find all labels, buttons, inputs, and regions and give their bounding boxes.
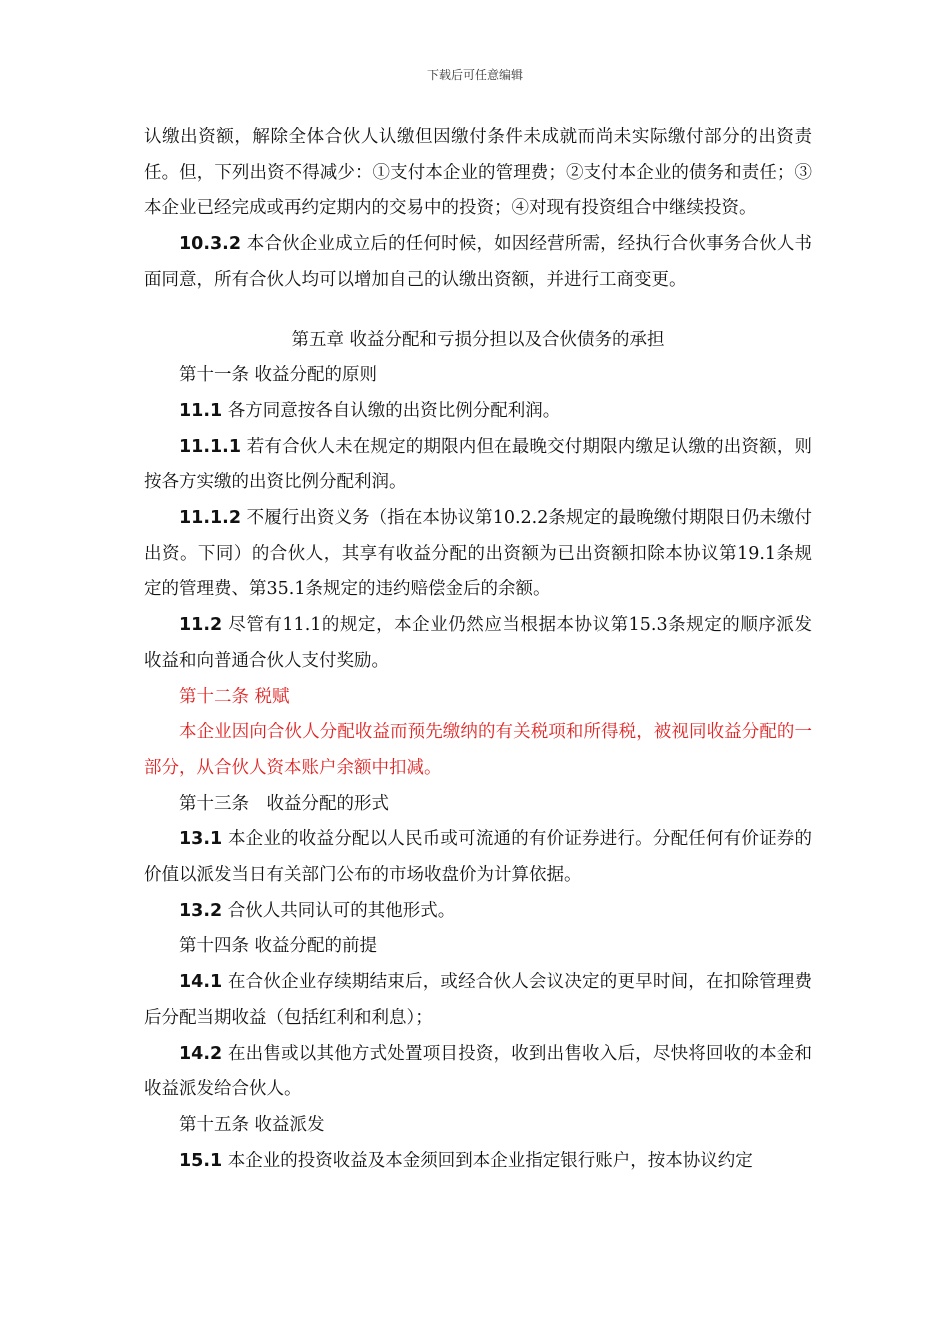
clause-10-3-2 <box>144 227 812 298</box>
clause-text: 在出售或以其他方式处置项目投资，收到出售收入后，尽快将回收的本金和收益派发给合伙人。 <box>144 1043 812 1100</box>
article-heading: 收益分配的形式 <box>266 793 389 814</box>
clause-text: 本企业的收益分配以人民币或可流通的有价证券进行。分配任何有价证券的价值以派发当日有关部门公布的市场收盘价为计算依据。 <box>144 829 812 886</box>
article-11-title: 第十一条 收益分配的原则 <box>179 365 378 386</box>
clause-number: 11.1 <box>179 400 223 421</box>
article-12-title: 第十二条 税赋 <box>179 686 290 707</box>
clause-text: 本合伙企业成立后的任何时候，如因经营所需，经执行合伙事务合伙人书面同意，所有合伙人均可以增加自己的认缴出资额，并进行工商变更。 <box>144 234 812 290</box>
clause-13-2 <box>144 894 812 930</box>
clause-text: 尽管有11.1的规定，本企业仍然应当根据本协议第15.3条规定的顺序派发收益和向普通合伙人支付奖励。 <box>144 615 812 671</box>
article-12-text: 本企业因向合伙人分配收益而预先缴纳的有关税项和所得税，被视同收益分配的一部分，从合伙人资本账户余额中扣减。 <box>144 722 812 778</box>
clause-14-2 <box>144 1037 812 1108</box>
clause-11-1-1 <box>144 430 812 501</box>
clause-11-1-2 <box>144 501 812 608</box>
chapter-title: 第五章 收益分配和亏损分担以及合伙债务的承担 <box>291 329 665 350</box>
page-header: 下载后可任意编辑 <box>426 68 523 82</box>
clause-number: 11.1.2 <box>179 508 242 529</box>
article-13-title <box>144 787 812 823</box>
clause-number: 11.2 <box>179 615 223 636</box>
clause-11-2 <box>144 608 812 679</box>
clause-11-1 <box>144 394 812 430</box>
clause-13-1 <box>144 822 812 893</box>
document-body <box>144 120 812 1179</box>
article-14-title: 第十四条 收益分配的前提 <box>179 936 378 957</box>
clause-number: 13.1 <box>179 829 223 850</box>
article-15-title: 第十五条 收益派发 <box>179 1114 325 1135</box>
clause-15-1 <box>144 1144 812 1180</box>
clause-text: 合伙人共同认可的其他形式。 <box>227 900 456 921</box>
clause-number: 14.2 <box>179 1043 223 1064</box>
paragraph-continuation: 认缴出资额，解除全体合伙人认缴但因缴付条件未成就而尚未实际缴付部分的出资责任。但，下列出资不得减少：①支付本企业的管理费；②支付本企业的债务和责任；③本企业已经完成或再约定期内的交易中的投资；④对现有投资组合中继续投资。 <box>144 127 812 219</box>
clause-number: 10.3.2 <box>179 234 242 255</box>
article-number: 第十三条 <box>179 793 249 814</box>
clause-text: 若有合伙人未在规定的期限内但在最晚交付期限内缴足认缴的出资额，则按各方实缴的出资比例分配利润。 <box>144 436 812 493</box>
clause-14-1 <box>144 965 812 1036</box>
clause-number: 15.1 <box>179 1150 223 1171</box>
clause-number: 13.2 <box>179 900 223 921</box>
clause-text: 本企业的投资收益及本金须回到本企业指定银行账户，按本协议约定 <box>227 1150 753 1171</box>
clause-text: 不履行出资义务（指在本协议第10.2.2条规定的最晚缴付期限日仍未缴付出资。下同）的合伙人，其享有收益分配的出资额为已出资额扣除本协议第19.1条规定的管理费、第35.1条规定的违约赔偿金后的余额。 <box>144 508 812 600</box>
clause-text: 各方同意按各自认缴的出资比例分配利润。 <box>227 400 561 421</box>
clause-text: 在合伙企业存续期结束后，或经合伙人会议决定的更早时间，在扣除管理费后分配当期收益（包括红利和利息）； <box>144 972 812 1028</box>
clause-number: 14.1 <box>179 972 223 993</box>
clause-number: 11.1.1 <box>179 436 242 457</box>
